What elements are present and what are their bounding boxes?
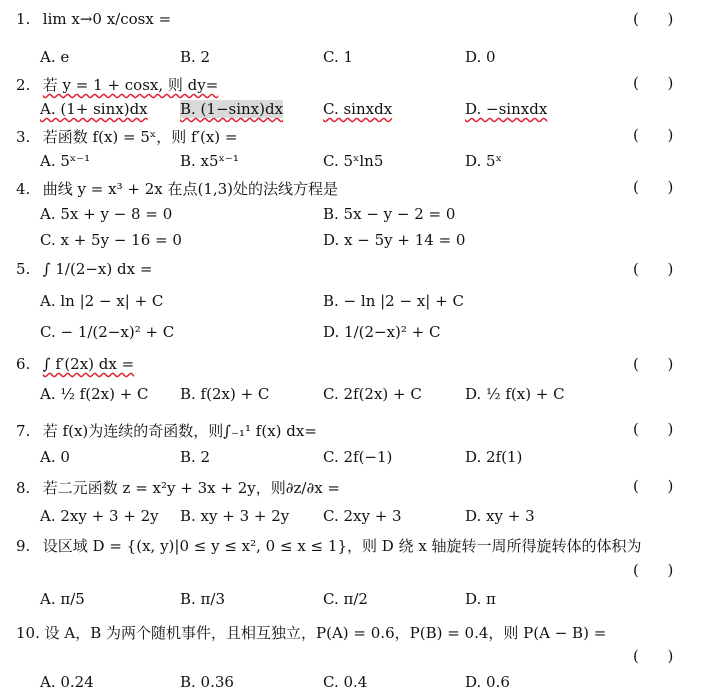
option-d[interactable]: D. 0 xyxy=(465,48,496,66)
question-6 xyxy=(16,355,134,373)
option-c[interactable]: C. 1 xyxy=(323,48,354,66)
option-b[interactable]: B. 5x − y − 2 = 0 xyxy=(323,205,456,223)
question-2 xyxy=(16,74,218,95)
question-number: 3. xyxy=(16,128,31,146)
question-number: 7. xyxy=(16,422,31,440)
question-number: 1. xyxy=(16,10,31,28)
question-3 xyxy=(16,126,238,147)
answer-paren[interactable]: ( ) xyxy=(633,10,674,28)
question-number: 4. xyxy=(16,180,31,198)
option-b[interactable] xyxy=(180,100,283,118)
option-d[interactable]: D. xy + 3 xyxy=(465,507,535,525)
option-d[interactable]: D. 2f(1) xyxy=(465,448,523,466)
option-text-highlighted: B. (1−sinx)dx xyxy=(180,100,284,118)
question-stem: lim x→0 x/cosx = xyxy=(42,10,172,28)
option-b[interactable]: B. 2 xyxy=(180,448,211,466)
option-d[interactable] xyxy=(465,100,547,118)
answer-paren[interactable]: ( ) xyxy=(633,647,674,665)
option-c[interactable]: C. 5ˣln5 xyxy=(323,152,384,170)
question-number: 2. xyxy=(16,76,31,94)
option-text: A. (1+ sinx)dx xyxy=(40,100,148,118)
answer-paren[interactable]: ( ) xyxy=(633,477,674,495)
option-d[interactable]: D. 5ˣ xyxy=(465,152,502,170)
option-d[interactable]: D. 0.6 xyxy=(465,673,510,691)
option-a[interactable]: A. π/5 xyxy=(40,590,85,608)
question-1 xyxy=(16,10,171,28)
option-a[interactable]: A. 5ˣ⁻¹ xyxy=(40,152,91,170)
question-10 xyxy=(16,622,606,643)
question-8 xyxy=(16,477,340,498)
option-d[interactable]: D. x − 5y + 14 = 0 xyxy=(323,231,466,249)
question-number: 6. xyxy=(16,355,31,373)
question-4 xyxy=(16,178,338,199)
option-text: C. sinxdx xyxy=(323,100,393,118)
option-a[interactable]: A. ln |2 − x| + C xyxy=(40,292,164,310)
answer-paren[interactable]: ( ) xyxy=(633,355,674,373)
option-b[interactable]: B. x5ˣ⁻¹ xyxy=(180,152,239,170)
answer-paren[interactable]: ( ) xyxy=(633,126,674,144)
question-9 xyxy=(16,535,642,556)
question-number: 5. xyxy=(16,260,31,278)
question-stem: 若二元函数 z = x²y + 3x + 2y，则∂z/∂x = xyxy=(42,479,340,497)
question-number: 8. xyxy=(16,479,31,497)
option-d[interactable]: D. π xyxy=(465,590,496,608)
question-stem: ∫ f′(2x) dx = xyxy=(42,355,135,373)
option-c[interactable]: C. x + 5y − 16 = 0 xyxy=(40,231,182,249)
option-d[interactable]: D. 1/(2−x)² + C xyxy=(323,323,441,341)
option-c[interactable]: C. 2f(−1) xyxy=(323,448,393,466)
option-c[interactable] xyxy=(323,100,392,118)
question-5 xyxy=(16,260,152,278)
question-number: 9. xyxy=(16,537,31,555)
option-text: D. −sinxdx xyxy=(465,100,548,118)
option-c[interactable]: C. 2xy + 3 xyxy=(323,507,402,525)
question-stem: 设区域 D = {(x, y)|0 ≤ y ≤ x², 0 ≤ x ≤ 1}，则 D 绕 x 轴旋转一周所得旋转体的体积为 xyxy=(42,537,642,555)
option-d[interactable]: D. ½ f(x) + C xyxy=(465,385,565,403)
option-c[interactable]: C. 0.4 xyxy=(323,673,368,691)
option-b[interactable]: B. xy + 3 + 2y xyxy=(180,507,290,525)
answer-paren[interactable]: ( ) xyxy=(633,420,674,438)
option-b[interactable]: B. 0.36 xyxy=(180,673,234,691)
answer-paren[interactable]: ( ) xyxy=(633,561,674,579)
option-a[interactable] xyxy=(40,100,148,118)
question-stem: 若 f(x)为连续的奇函数，则∫₋₁¹ f(x) dx= xyxy=(42,422,317,440)
question-number: 10. xyxy=(16,624,40,642)
option-a[interactable]: A. 5x + y − 8 = 0 xyxy=(40,205,173,223)
option-a[interactable]: A. 0 xyxy=(40,448,70,466)
question-stem: 若 y = 1 + cosx, 则 dy= xyxy=(42,76,219,94)
answer-paren[interactable]: ( ) xyxy=(633,178,674,196)
question-stem: 曲线 y = x³ + 2x 在点(1,3)处的法线方程是 xyxy=(42,180,339,198)
option-a[interactable]: A. e xyxy=(40,48,70,66)
question-stem: ∫ 1/(2−x) dx = xyxy=(42,260,153,278)
option-c[interactable]: C. 2f(2x) + C xyxy=(323,385,422,403)
answer-paren[interactable]: ( ) xyxy=(633,260,674,278)
option-a[interactable]: A. ½ f(2x) + C xyxy=(40,385,149,403)
option-c[interactable]: C. π/2 xyxy=(323,590,368,608)
option-b[interactable]: B. 2 xyxy=(180,48,211,66)
option-b[interactable]: B. − ln |2 − x| + C xyxy=(323,292,464,310)
option-a[interactable]: A. 2xy + 3 + 2y xyxy=(40,507,159,525)
question-stem: 设 A，B 为两个随机事件，且相互独立，P(A) = 0.6，P(B) = 0.4，则 P(A − B) = xyxy=(44,624,607,642)
option-b[interactable]: B. f(2x) + C xyxy=(180,385,270,403)
question-stem: 若函数 f(x) = 5ˣ，则 f′(x) = xyxy=(42,128,238,146)
option-a[interactable]: A. 0.24 xyxy=(40,673,94,691)
answer-paren[interactable]: ( ) xyxy=(633,74,674,92)
question-7 xyxy=(16,420,317,441)
option-c[interactable]: C. − 1/(2−x)² + C xyxy=(40,323,175,341)
option-b[interactable]: B. π/3 xyxy=(180,590,226,608)
